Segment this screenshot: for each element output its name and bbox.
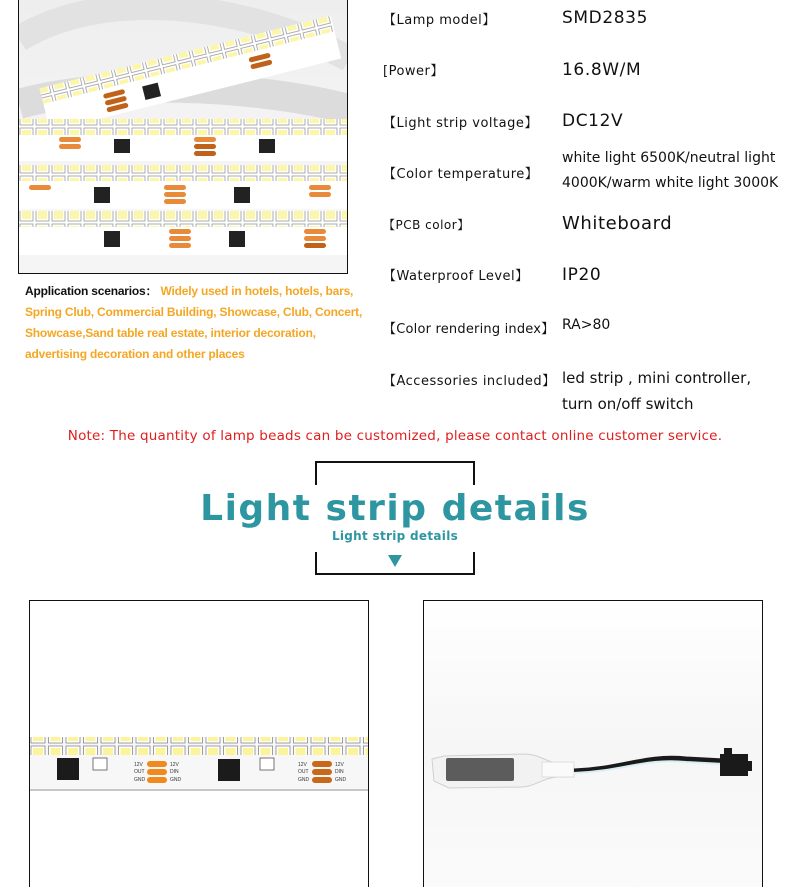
svg-text:12V: 12V	[170, 762, 179, 768]
svg-text:DIN: DIN	[170, 769, 179, 775]
section-title	[0, 486, 790, 532]
application-scenarios	[25, 281, 365, 365]
application-text: Widely used in hotels, hotels, bars, Spring Club, Commercial Building, Showcase, Club, Concert, Showcase,Sand table real estate, interior decoration, advertising decoration and other places	[25, 284, 363, 361]
svg-text:12V: 12V	[134, 762, 143, 768]
svg-text:GND: GND	[335, 777, 347, 783]
application-label: Application scenarios：	[25, 284, 158, 298]
spec-value-line: led strip , mini controller,	[562, 369, 752, 387]
spec-value	[562, 146, 778, 196]
detail-image-controller	[423, 600, 763, 887]
led-strip-segment-illustration	[30, 601, 369, 887]
spec-value: Whiteboard	[562, 213, 673, 234]
svg-text:GND: GND	[298, 777, 310, 783]
mini-controller-illustration	[424, 601, 763, 887]
spec-value: SMD2835	[562, 8, 649, 28]
spec-value-line: white light 6500K/neutral light	[562, 150, 776, 166]
svg-text:12V: 12V	[335, 762, 344, 768]
section-title-text: Light strip details	[194, 488, 596, 529]
spec-label: 【Waterproof Level】	[383, 269, 529, 284]
spec-value: IP20	[562, 265, 602, 285]
title-bracket-bottom	[315, 552, 475, 575]
svg-text:GND: GND	[134, 777, 146, 783]
spec-value: DC12V	[562, 111, 624, 131]
customization-note: Note: The quantity of lamp beads can be customized, please contact online customer service.	[67, 428, 723, 444]
section-subtitle: Light strip details	[331, 529, 459, 543]
svg-text:GND: GND	[170, 777, 182, 783]
spec-label: [Power】	[383, 64, 444, 79]
spec-label: 【Color temperature】	[383, 167, 539, 182]
spec-value: RA>80	[562, 317, 611, 333]
led-strip-coil-illustration	[19, 0, 348, 274]
svg-text:OUT: OUT	[298, 769, 309, 775]
spec-value	[562, 365, 751, 417]
title-bracket-top	[315, 461, 475, 485]
hero-product-image	[18, 0, 348, 274]
detail-image-strip	[29, 600, 369, 887]
spec-value-line: turn on/off switch	[562, 395, 694, 413]
spec-value-line: 4000K/warm white light 3000K	[562, 175, 779, 191]
spec-label: 【PCB color】	[383, 218, 470, 232]
svg-text:OUT: OUT	[134, 769, 145, 775]
svg-text:DIN: DIN	[335, 769, 344, 775]
spec-label: 【Accessories included】	[383, 374, 556, 389]
spec-label: 【Lamp model】	[383, 13, 496, 28]
spec-label: 【Color rendering index】	[383, 322, 555, 337]
spec-value: 16.8W/M	[562, 60, 642, 80]
svg-text:12V: 12V	[298, 762, 307, 768]
spec-label: 【Light strip voltage】	[383, 116, 538, 131]
